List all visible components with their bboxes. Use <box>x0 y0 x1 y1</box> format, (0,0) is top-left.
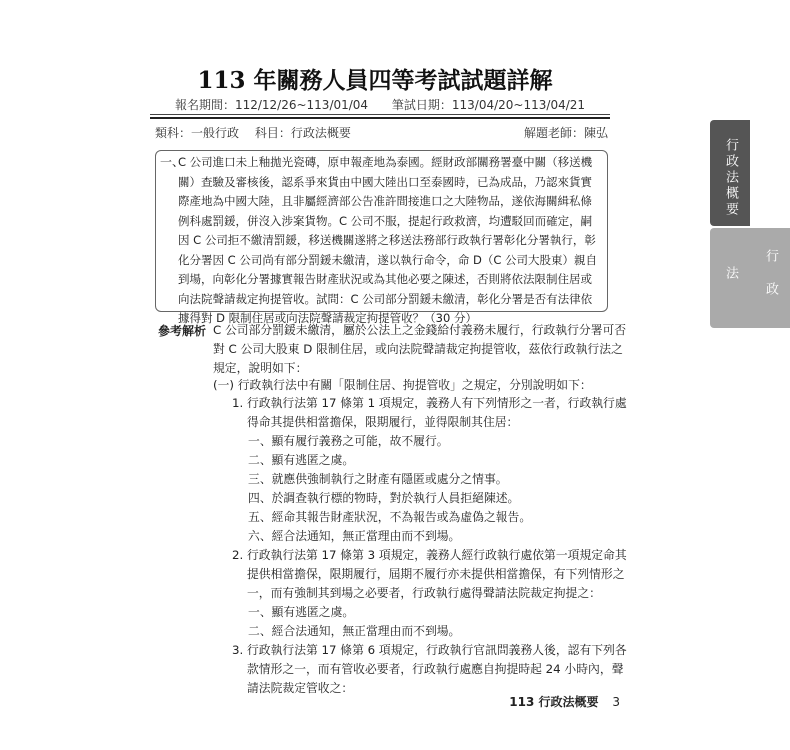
item-1-list <box>248 432 531 546</box>
page-number: 3 <box>612 695 620 709</box>
item-line: 提供相當擔保，限期履行，屆期不履行亦未提供相當擔保，有下列情形之 <box>247 567 625 581</box>
question-line: 因 C 公司拒不繳清罰鍰，移送機關遂將之移送法務部行政執行署彰化分署執行，彰 <box>178 233 596 247</box>
list-item: 五、經命其報告財產狀況，不為報告或為虛偽之報告。 <box>248 510 532 524</box>
answer-label: 參考解析 <box>158 324 207 338</box>
registration-period: 報名期間：112/12/26~113/01/04 <box>174 98 369 112</box>
item-2 <box>232 546 627 603</box>
list-item: 二、顯有逃匿之虞。 <box>248 453 355 467</box>
page-footer <box>509 693 620 710</box>
question-line: 到場，向彰化分署據實報告財產狀況或為其他必要之陳述，否則將依法限制住居或 <box>178 272 592 286</box>
section-heading <box>213 376 592 395</box>
item-2-list <box>248 603 460 641</box>
section-1-heading: (一) 行政執行法中有關「限制住居、拘提管收」之規定，分別說明如下： <box>213 378 592 392</box>
category: 類科：一般行政 <box>155 126 240 140</box>
header-rule <box>150 114 610 115</box>
header-rule-thick <box>150 117 610 119</box>
list-item: 六、經合法通知，無正當理由而不到場。 <box>248 529 461 543</box>
item-line: 一，而有強制其到場之必要者，行政執行處得聲請法院裁定拘提之： <box>247 586 601 600</box>
exam-meta <box>155 124 608 141</box>
exam-date: 筆試日期：113/04/20~113/04/21 <box>391 98 586 112</box>
footer-book: 113 行政法概要 <box>509 695 599 709</box>
tab-administrative-law[interactable]: 行政法 <box>710 228 790 328</box>
side-tabs <box>710 120 778 328</box>
item-1 <box>232 394 627 432</box>
question-line: 向法院聲請裁定拘提管收。試問：C 公司部分罰鍰未繳清，彰化分署是否有法律依 <box>178 291 593 306</box>
item-line: 2. 行政執行法第 17 條第 3 項規定，義務人經行政執行處依第一項規定命其 <box>232 548 627 562</box>
item-line: 請法院裁定管收之： <box>247 681 354 695</box>
question-number: 一、 <box>160 155 185 169</box>
list-item: 一、顯有逃匿之虞。 <box>248 605 355 619</box>
list-item: 三、就應供強制執行之財產有隱匿或處分之情事。 <box>248 472 508 486</box>
item-line: 款情形之一，而有管收必要者，行政執行處應自拘提時起 24 小時內，聲 <box>247 662 624 676</box>
question-line: 例科處罰鍰，併沒入涉案貨物。C 公司不服，提起行政救濟，均遭駁回而確定，嗣 <box>178 213 593 228</box>
question-line: 據得對 D 限制住居或向法院聲請裁定拘提管收？（30 分） <box>178 311 477 325</box>
question-line: 關）查驗及審核後，認系爭來貨由中國大陸出口至泰國時，已為成品，乃認來貨實 <box>178 174 592 189</box>
answer-line: C 公司部分罰鍰未繳清，屬於公法上之金錢給付義務未履行，行政執行分署可否 <box>213 323 627 337</box>
answer-intro <box>213 321 626 378</box>
page-title: 113 年關務人員四等考試試題詳解 <box>197 67 553 94</box>
question-line: C 公司進口未上釉拋光瓷磚，原申報產地為泰國。經財政部關務署臺中關（移送機 <box>178 155 593 169</box>
tab-administrative-law-summary[interactable]: 行政法概要 <box>710 120 750 226</box>
answer-line: 規定，說明如下： <box>213 361 308 375</box>
item-line: 1. 行政執行法第 17 條第 1 項規定，義務人有下列情形之一者，行政執行處 <box>232 396 627 410</box>
question-text <box>178 153 601 329</box>
exam-dates <box>150 96 610 113</box>
answer-line: 對 C 公司大股東 D 限制住居，或向法院聲請裁定拘提管收，茲依行政執行法之 <box>213 342 623 356</box>
list-item: 四、於調查執行標的物時，對於執行人員拒絕陳述。 <box>248 491 520 505</box>
item-line: 3. 行政執行法第 17 條第 6 項規定，行政執行官訊問義務人後，認有下列各 <box>232 643 627 657</box>
item-line: 得命其提供相當擔保，限期履行，並得限制其住居： <box>247 415 519 429</box>
question-line: 化分署因 C 公司尚有部分罰鍰未繳清，遂以執行命令，命 D（C 公司大股東）親自 <box>178 252 598 267</box>
question-line: 際產地為中國大陸，且非屬經濟部公告准許間接進口之大陸物品，遂依海關緝私條 <box>178 194 592 208</box>
teacher: 解題老師：陳弘 <box>523 126 608 140</box>
list-item: 二、經合法通知，無正當理由而不到場。 <box>248 624 461 638</box>
list-item: 一、顯有履行義務之可能，故不履行。 <box>248 434 449 448</box>
question-box <box>155 150 608 325</box>
subject: 科目：行政法概要 <box>254 126 351 140</box>
item-3 <box>232 641 627 698</box>
